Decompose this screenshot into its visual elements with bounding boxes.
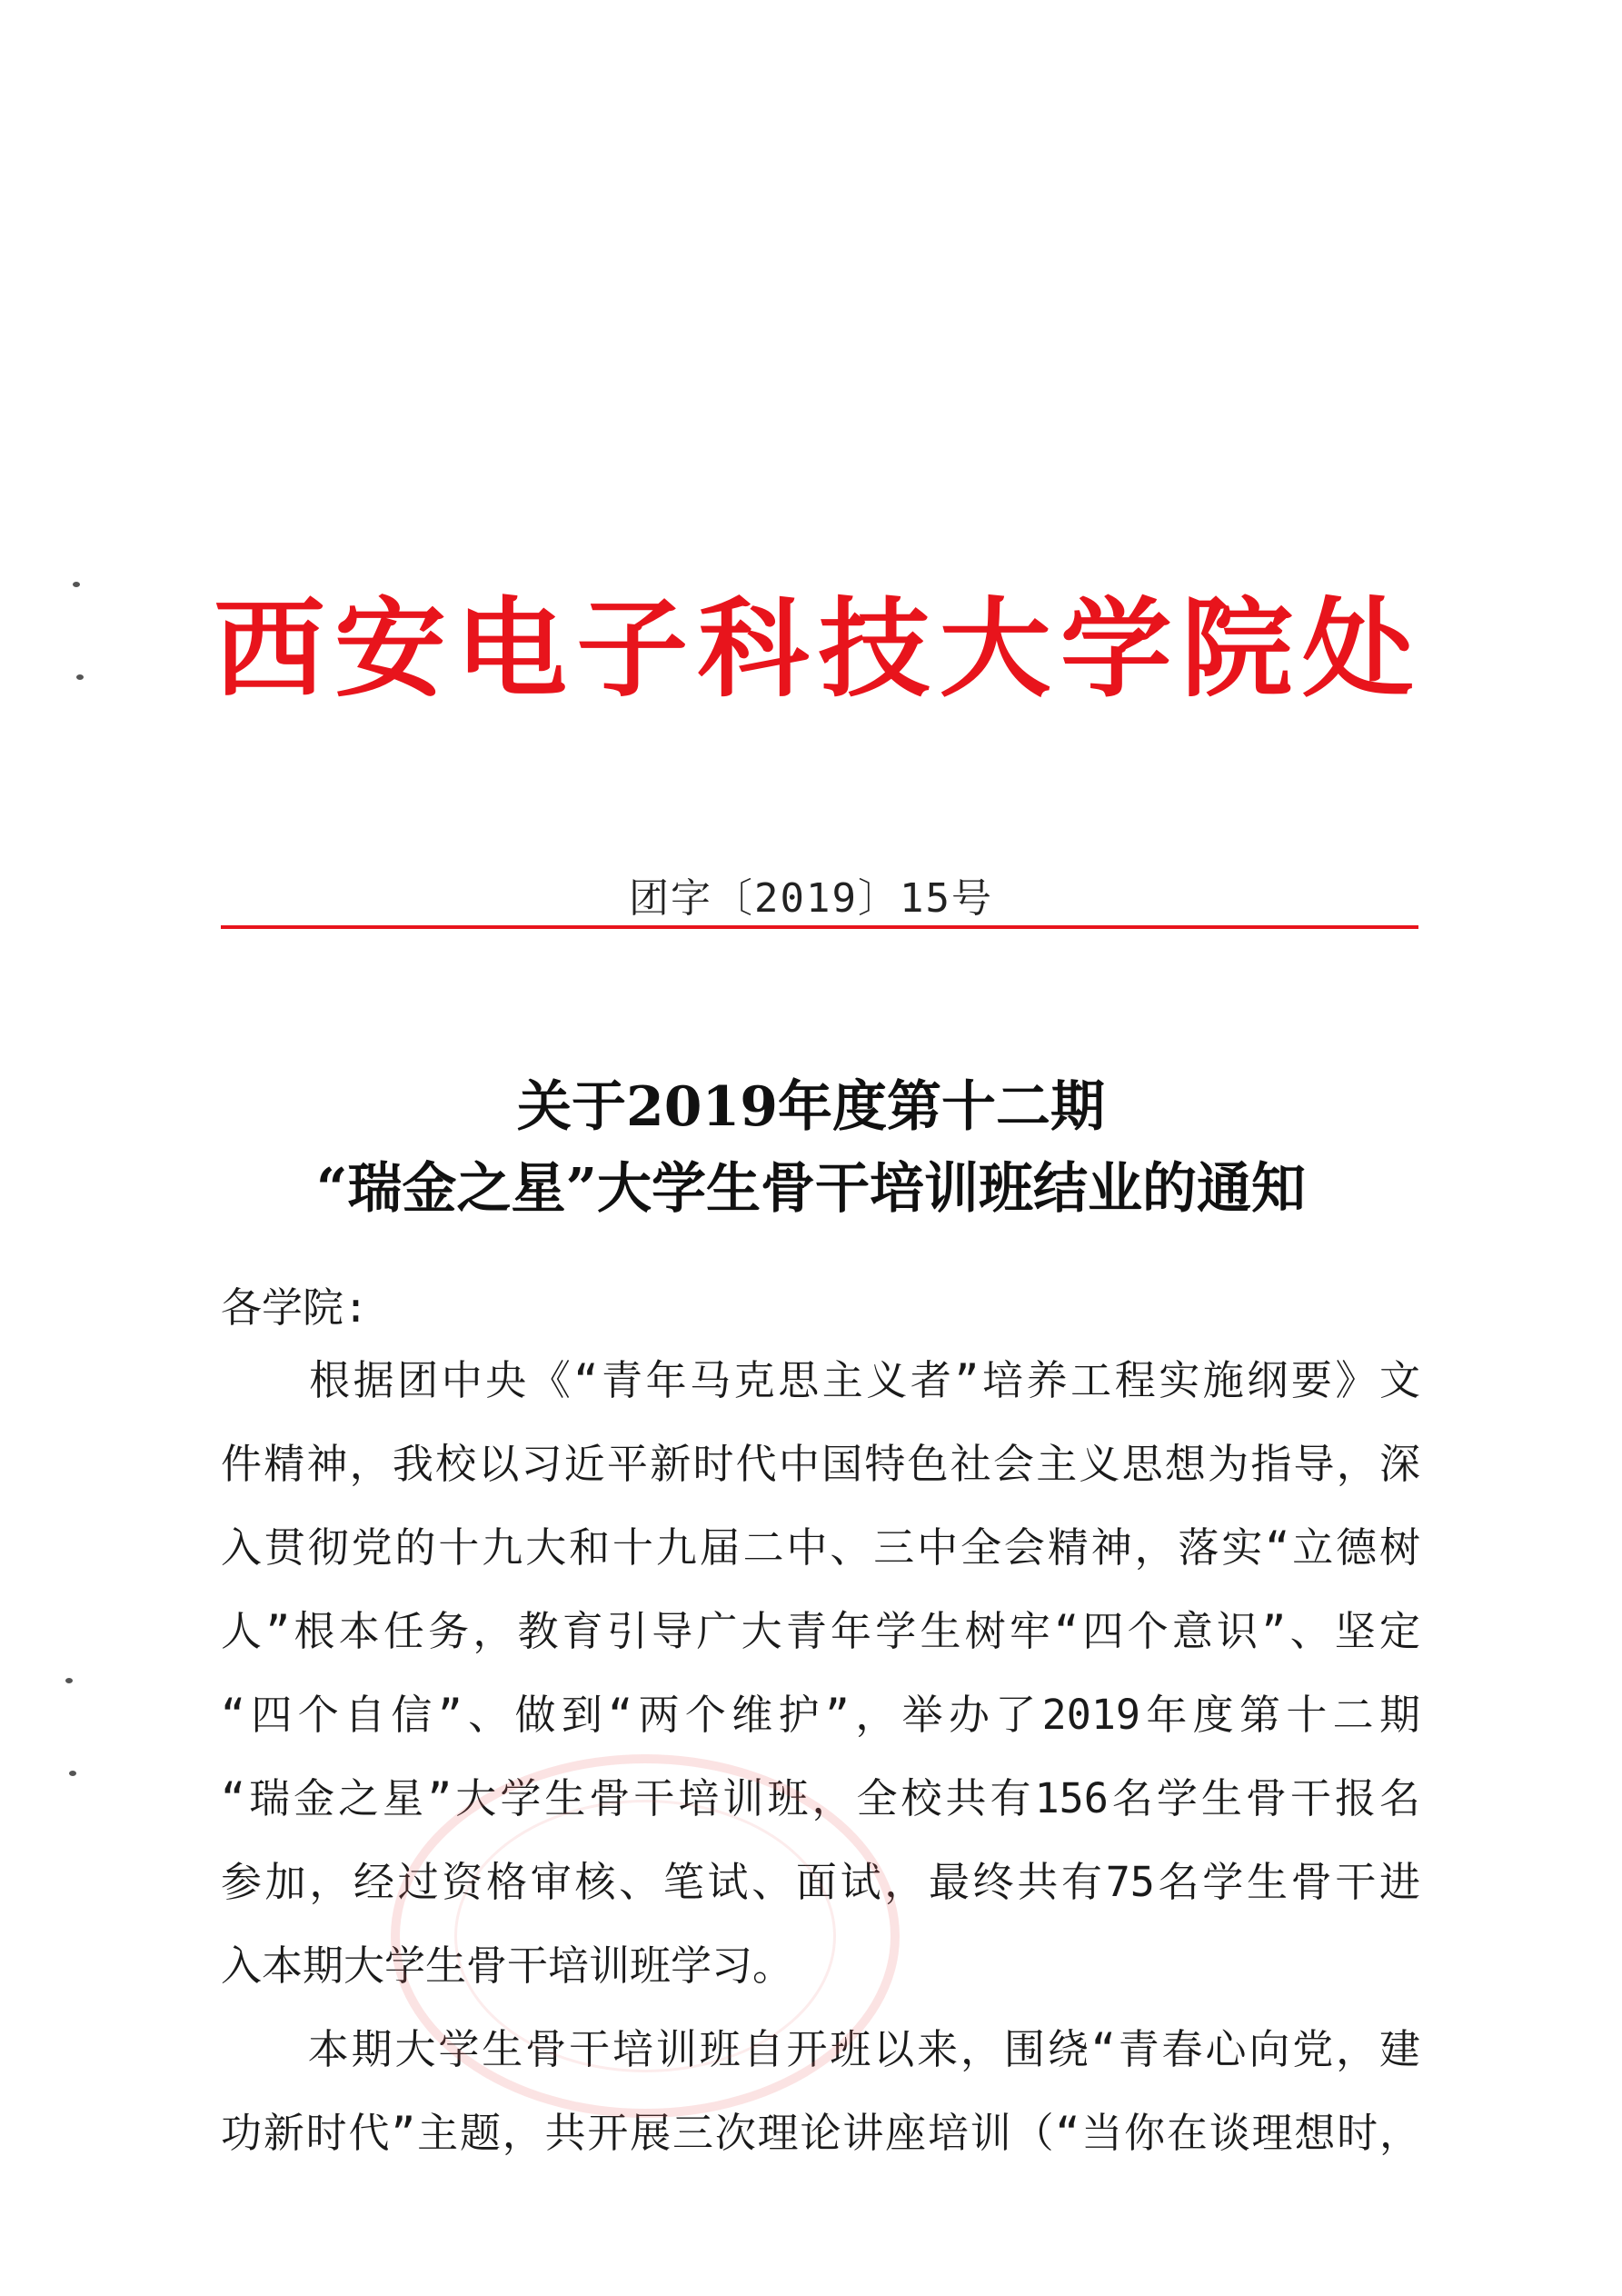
body-line: 人”根本任务，教育引导广大青年学生树牢“四个意识”、坚定 [221,1607,1420,1655]
salutation: 各学院: [221,1283,369,1332]
body-line: 入贯彻党的十九大和十九届二中、三中全会精神，落实“立德树 [221,1523,1420,1572]
scan-speck [76,674,84,680]
issuing-org-title: 西安电子科技大学院处 [214,585,1424,712]
body-line: 功新时代”主题，共开展三次理论讲座培训（“当你在谈理想时， [221,2109,1420,2157]
body-line: “四个自信”、做到“两个维护”，举办了2019年度第十二期 [221,1691,1420,1739]
faded-seal-stamp [391,1754,900,2118]
seal-inner-ring [454,1800,836,2072]
scan-speck [73,582,80,587]
body-line: 参加，经过资格审核、笔试、面试，最终共有75名学生骨干进 [221,1858,1420,1906]
scan-speck [69,1771,76,1776]
document-title-line-2: “瑞金之星”大学生骨干培训班结业的通知 [315,1157,1307,1221]
body-line: 本期大学生骨干培训班自开班以来，围绕“青春心向党，建 [221,2025,1420,2073]
red-divider-line [221,925,1418,929]
body-line: 根据团中央《“青年马克思主义者”培养工程实施纲要》文 [221,1356,1420,1404]
scan-speck [65,1678,73,1683]
body-line: 入本期大学生骨干培训班学习。 [221,1942,794,1990]
document-title-line-1: 关于2019年度第十二期 [517,1075,1105,1139]
document-number: 团字〔2019〕15号 [629,875,993,922]
body-line: “瑞金之星”大学生骨干培训班，全校共有156名学生骨干报名 [221,1774,1420,1822]
body-line: 件精神，我校以习近平新时代中国特色社会主义思想为指导，深 [221,1440,1420,1488]
